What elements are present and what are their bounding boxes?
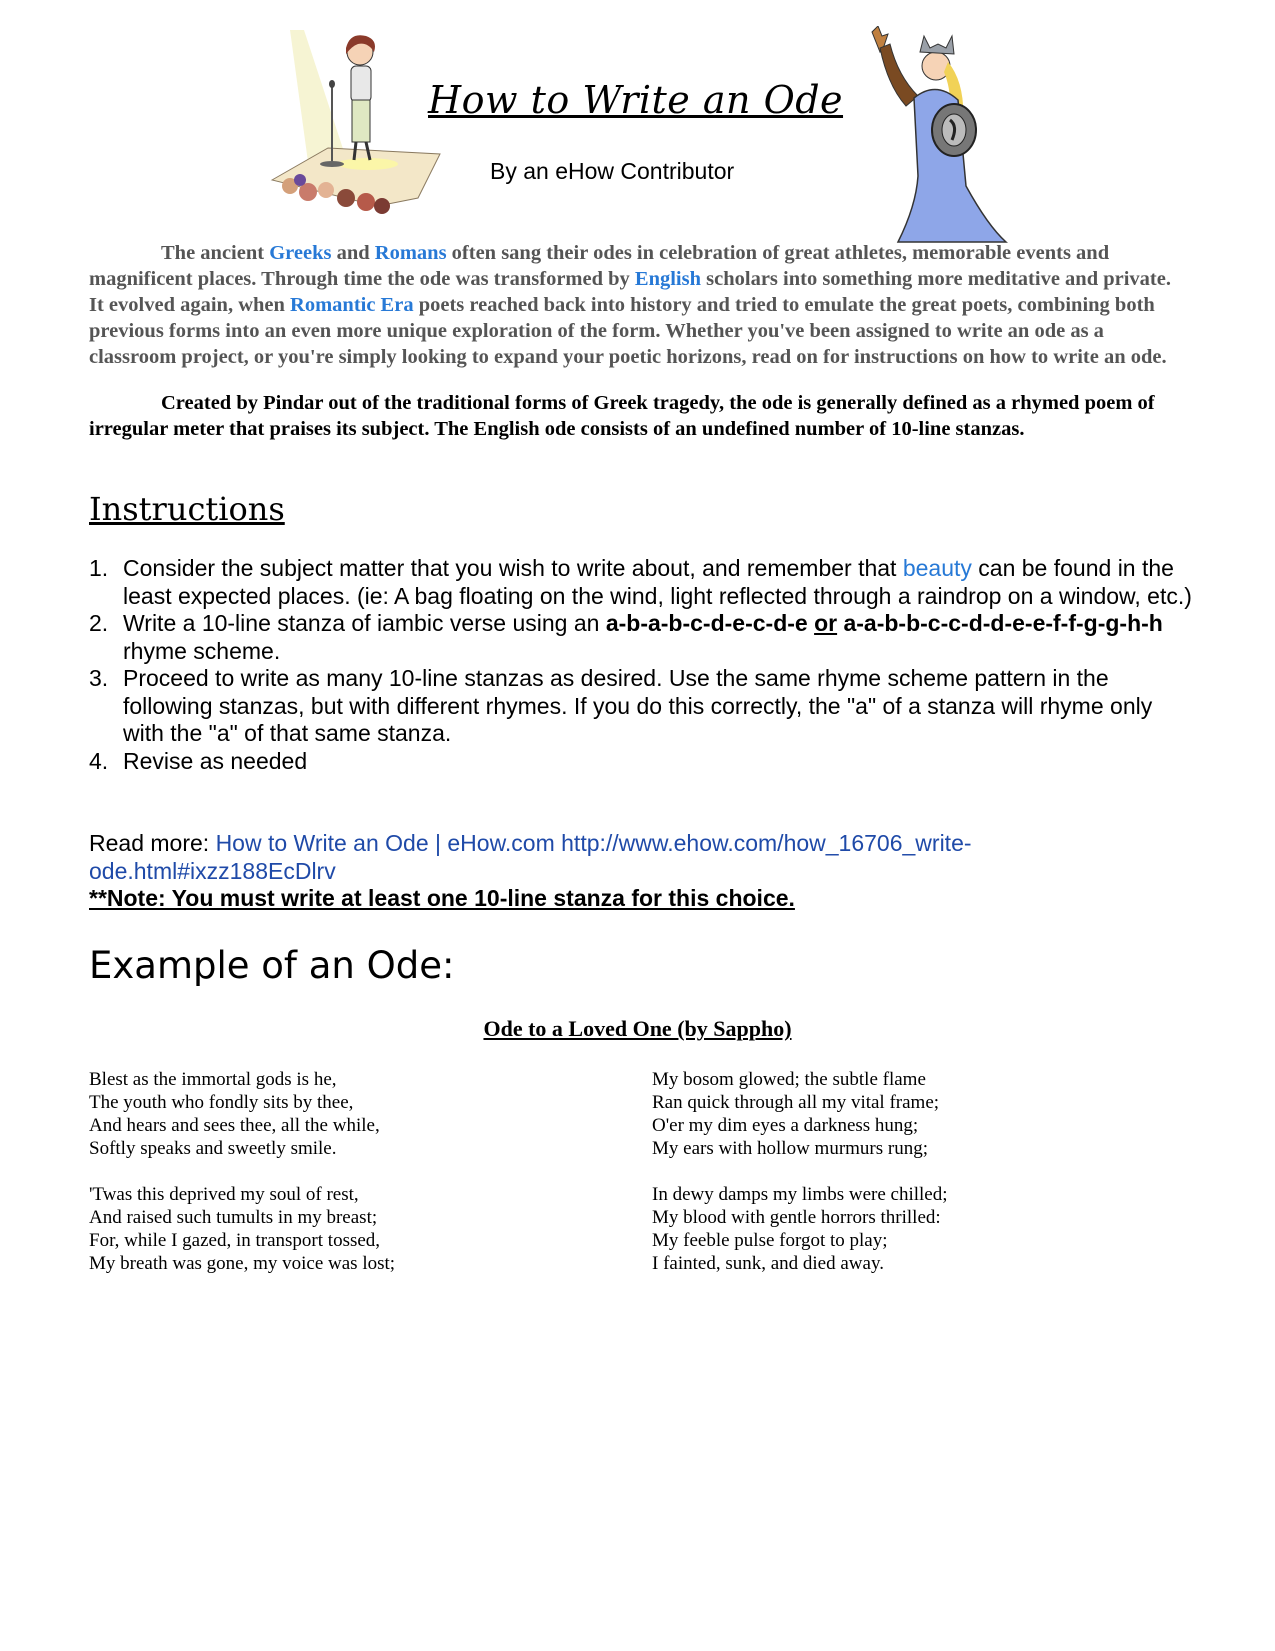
intro-text: poets reached back into history and tried to emulate the great poets, combining both previous forms into an even more unique exploration of the form. Whether you've been assigned to write an ode as a classroom project, or you're simply looking to expand your poetic horizons, read on for instructions on how to write an ode. — [89, 294, 1167, 368]
step-number: 4. — [89, 747, 109, 774]
poem-line: Blest as the immortal gods is he, — [89, 1069, 337, 1090]
english-link[interactable]: English — [634, 268, 702, 290]
step-text: Consider the subject matter that you wish to write about, and remember that — [123, 555, 903, 581]
rhyme-scheme-2: a-a-b-b-c-c-d-d-e-e-f-f-g-g-h-h — [843, 610, 1163, 636]
or-text: or — [814, 610, 838, 636]
step-text: can be found in the least expected places. (ie: A bag floating on the wind, light reflected through a raindrop on a window, etc.) — [123, 555, 1192, 609]
instructions-list — [89, 555, 1199, 775]
read-more — [89, 830, 1199, 885]
beauty-link[interactable]: beauty — [902, 555, 972, 581]
poem-title: Ode to a Loved One (by Sappho) — [483, 1016, 792, 1041]
intro-text: The ancient — [161, 242, 270, 264]
step-number: 3. — [89, 665, 109, 691]
poem-line: Softly speaks and sweetly smile. — [89, 1138, 337, 1159]
list-item — [89, 555, 1199, 610]
romantic-era-link[interactable]: Romantic Era — [290, 294, 414, 316]
read-more-url-link[interactable]: http://www.ehow.com/how_16706_write-ode.html#ixzz188EcDlrv — [89, 830, 972, 884]
definition-text: Created by Pindar out of the traditional forms of Greek tragedy, the ode is generally defined as a rhymed poem of irregular meter that praises its subject. The English ode consists of an undefined number of 10-line stanzas. — [89, 392, 1155, 440]
definition-paragraph — [89, 390, 1189, 442]
poem-line: The youth who fondly sits by thee, — [89, 1092, 354, 1113]
step-text: Proceed to write as many 10-line stanzas as desired. Use the same rhyme scheme pattern in the following stanzas, but with different rhymes. If you do this correctly, the "a" of a stanza will rhyme only with the "a" of that same stanza. — [123, 665, 1153, 746]
stanza — [89, 1068, 395, 1160]
singer-on-stage-clipart — [268, 30, 444, 218]
poem-line: Ran quick through all my vital frame; — [652, 1092, 940, 1113]
intro-text: often sang their odes in celebration of great athletes, memorable events and magnificent places. Through time the ode was transformed by — [89, 242, 1110, 290]
read-more-label: Read more: — [89, 830, 216, 856]
poem-line: O'er my dim eyes a darkness hung; — [652, 1115, 919, 1136]
step-text: Write a 10-line stanza of iambic verse using an — [123, 610, 606, 636]
intro-paragraph — [89, 240, 1189, 370]
example-heading: Example of an Ode: — [89, 944, 455, 987]
stanza — [652, 1068, 948, 1160]
step-number: 1. — [89, 555, 109, 581]
note: **Note: You must write at least one 10-line stanza for this choice. — [89, 885, 795, 911]
list-item — [89, 610, 1199, 665]
step-number: 2. — [89, 610, 109, 636]
poem-line: I fainted, sunk, and died away. — [652, 1253, 884, 1274]
greeks-link[interactable]: Greeks — [269, 242, 332, 264]
read-more-title-link[interactable]: How to Write an Ode | eHow.com — [215, 830, 555, 856]
poem-line: My blood with gentle horrors thrilled: — [652, 1207, 941, 1228]
intro-text: and — [331, 242, 375, 264]
stanza — [89, 1183, 395, 1275]
rhyme-scheme-1: a-b-a-b-c-d-e-c-d-e — [605, 610, 808, 636]
poem-line: And hears and sees thee, all the while, — [89, 1115, 380, 1136]
poem-line: And raised such tumults in my breast; — [89, 1207, 378, 1228]
poem-line: My feeble pulse forgot to play; — [652, 1230, 888, 1251]
poem-column-right — [652, 1068, 948, 1298]
instructions-heading: Instructions — [89, 490, 285, 528]
stanza — [652, 1183, 948, 1275]
poem-column-left — [89, 1068, 395, 1298]
poem-line: For, while I gazed, in transport tossed, — [89, 1230, 381, 1251]
list-item — [89, 748, 1199, 776]
step-text: rhyme scheme. — [123, 637, 281, 664]
poem-line: My bosom glowed; the subtle flame — [652, 1069, 926, 1090]
poem-line: In dewy damps my limbs were chilled; — [652, 1184, 948, 1205]
poem-line: 'Twas this deprived my soul of rest, — [89, 1184, 359, 1205]
opera-singer-clipart — [858, 26, 1013, 246]
romans-link[interactable]: Romans — [374, 242, 447, 264]
list-item — [89, 665, 1199, 748]
poem-line: My breath was gone, my voice was lost; — [89, 1253, 396, 1274]
step-text: Revise as needed — [123, 747, 308, 774]
page-title: How to Write an Ode — [428, 78, 844, 122]
poem-line: My ears with hollow murmurs rung; — [652, 1138, 929, 1159]
intro-text: scholars into something more meditative and private. It evolved again, when — [89, 268, 1171, 316]
byline: By an eHow Contributor — [490, 158, 735, 184]
